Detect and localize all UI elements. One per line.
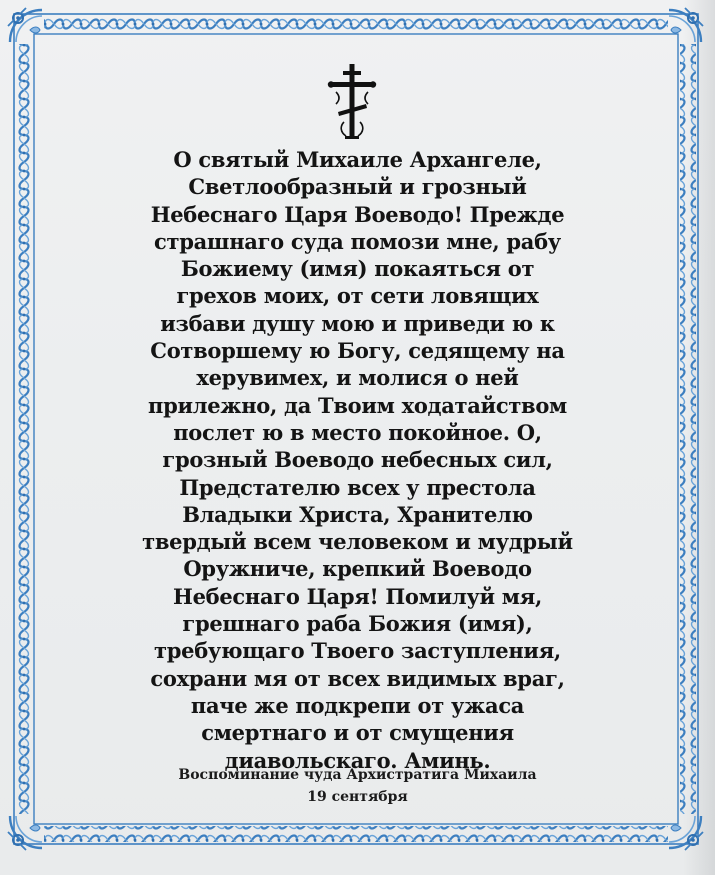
prayer-line: твердый всем человеком и мудрый xyxy=(142,529,573,555)
border-right-band xyxy=(680,44,696,814)
prayer-line: Предстателю всех у престола xyxy=(179,474,536,500)
border-corner-top-left xyxy=(4,4,48,48)
prayer-line: Божиему (имя) покаяться от xyxy=(180,256,535,282)
prayer-line: прилежно, да Твоим ходатайством xyxy=(148,392,567,418)
prayer-line: смертнаго и от смущения xyxy=(201,720,514,746)
prayer-line: послет ю в место покойное. О, xyxy=(173,419,542,445)
commemoration-date: 19 сентября xyxy=(307,789,408,805)
commemoration-title: Воспоминание чуда Архистратига Михаила xyxy=(178,767,537,783)
prayer-line: Небеснаго Царя! Помилуй мя, xyxy=(173,583,542,609)
prayer-line: грозный Воеводо небесных сил, xyxy=(162,447,553,473)
border-top-band xyxy=(44,16,668,32)
prayer-line: страшнаго суда помози мне, рабу xyxy=(154,228,561,254)
prayer-line: паче же подкрепи от ужаса xyxy=(190,692,525,718)
prayer-line: О святый Михаиле Архангеле, xyxy=(173,147,542,172)
orthodox-cross-icon xyxy=(326,62,378,142)
prayer-line: грешнаго раба Божия (имя), xyxy=(182,611,533,637)
prayer-line: избави душу мою и приведи ю к xyxy=(160,310,555,336)
prayer-line: Сотворшему ю Богу, седящему на xyxy=(150,338,565,364)
prayer-text xyxy=(110,146,605,774)
border-corner-top-right xyxy=(663,4,707,48)
prayer-line: херувимех, и молися о ней xyxy=(196,365,519,391)
border-left-band xyxy=(16,44,32,814)
commemoration-caption xyxy=(110,764,605,808)
prayer-line: диавольскаго. Аминь. xyxy=(224,747,491,773)
prayer-line: требующаго Твоего заступления, xyxy=(154,638,561,664)
prayer-line: Владыки Христа, Хранителю xyxy=(182,501,533,527)
prayer-line: Небеснаго Царя Воеводо! Прежде xyxy=(150,201,565,227)
border-corner-bottom-right xyxy=(663,810,707,854)
prayer-line: сохрани мя от всех видимых враг, xyxy=(150,665,565,691)
border-corner-bottom-left xyxy=(4,810,48,854)
prayer-line: Светлообразный и грозный xyxy=(188,174,527,200)
prayer-line: грехов моих, от сети ловящих xyxy=(176,283,539,309)
border-bottom-band xyxy=(44,826,668,842)
prayer-line: Оружниче, крепкий Воеводо xyxy=(183,556,532,582)
